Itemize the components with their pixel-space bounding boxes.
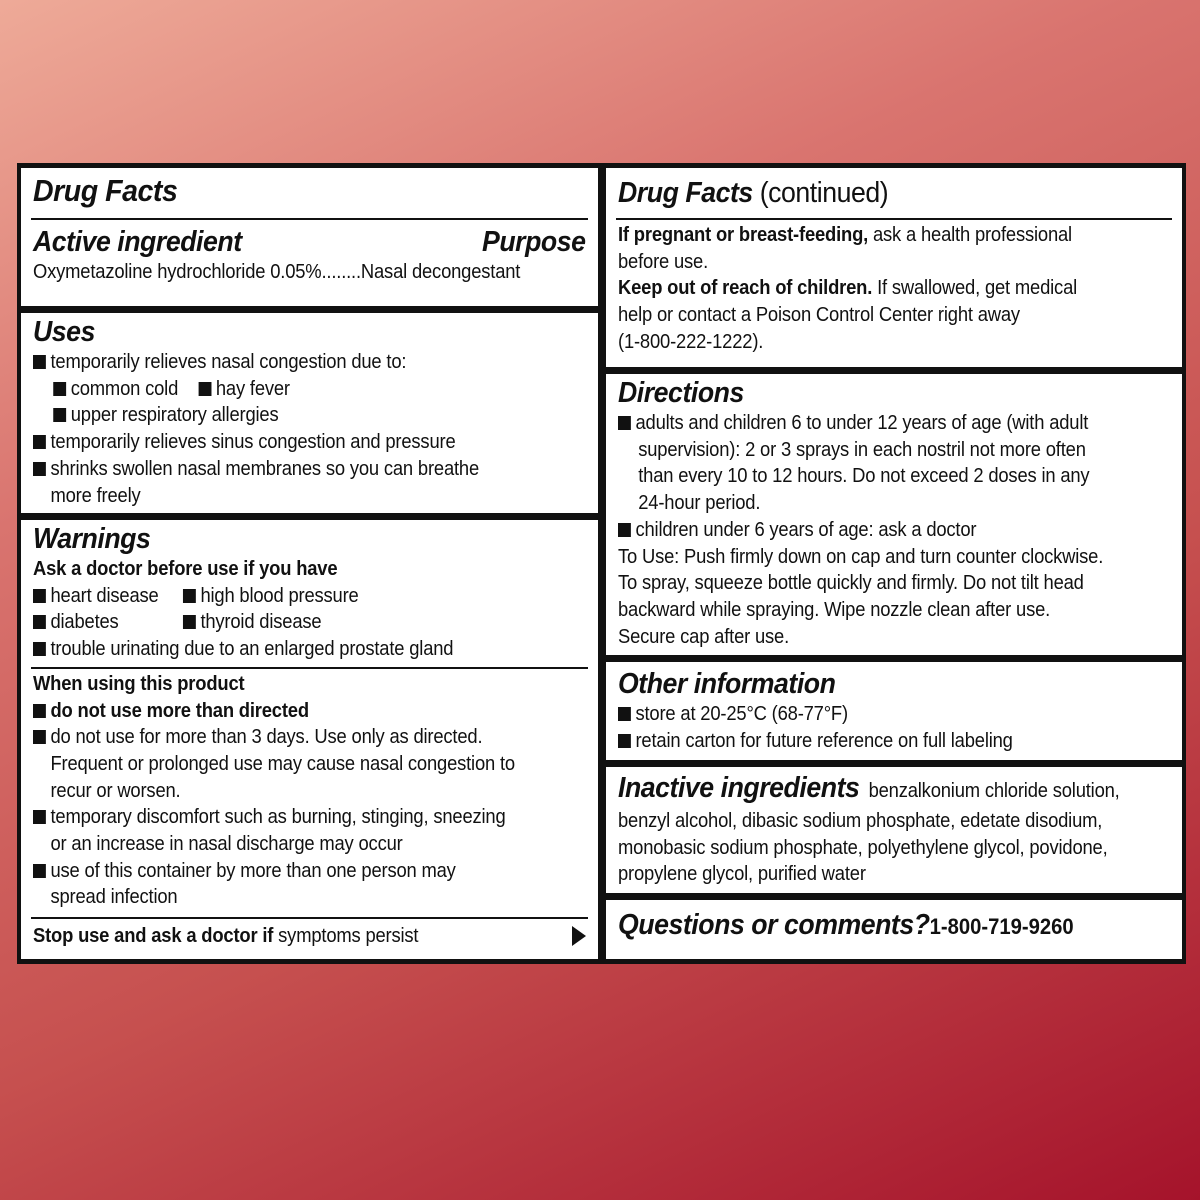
inactive-ingredients-box bbox=[606, 767, 1182, 893]
list-item-continued: spread infection bbox=[50, 886, 178, 909]
active-heading-row bbox=[33, 226, 586, 259]
bullet-icon bbox=[33, 615, 46, 629]
bullet-icon bbox=[33, 589, 46, 603]
questions-box bbox=[606, 900, 1182, 959]
bullet-icon bbox=[33, 864, 46, 878]
when-using-subheading: When using this product bbox=[33, 672, 245, 695]
poison-control-phone: (1-800-222-1222). bbox=[618, 330, 764, 353]
list-item: temporary discomfort such as burning, stinging, sneezing bbox=[33, 804, 542, 831]
list-item-continued: Frequent or prolonged use may cause nasal congestion to bbox=[50, 752, 515, 775]
divider bbox=[31, 917, 588, 919]
keep-out-warning-cont: help or contact a Poison Control Center right away bbox=[618, 304, 1020, 327]
right-panel bbox=[606, 168, 1182, 959]
pregnancy-box bbox=[606, 168, 1182, 367]
continue-arrow-icon bbox=[572, 926, 586, 946]
bullet-icon bbox=[198, 382, 211, 396]
bullet-icon bbox=[618, 416, 631, 430]
keep-out-warning: Keep out of reach of children. If swallowed, get medical bbox=[618, 277, 1078, 300]
uses-box bbox=[21, 313, 598, 513]
list-item: do not use for more than 3 days. Use only as directed. bbox=[33, 724, 542, 751]
uses-heading: Uses bbox=[33, 316, 95, 348]
list-item-continued: or an increase in nasal discharge may occur bbox=[50, 833, 403, 856]
bullet-icon bbox=[33, 704, 46, 718]
bullet-icon bbox=[33, 435, 46, 449]
divider bbox=[616, 218, 1172, 220]
bullet-icon bbox=[33, 642, 46, 656]
bullet-icon bbox=[53, 408, 66, 422]
list-item: adults and children 6 to under 12 years of age (with adult bbox=[618, 410, 1126, 437]
bullet-icon bbox=[33, 355, 46, 369]
list-item-continued: than every 10 to 12 hours. Do not exceed 2 doses in any bbox=[638, 465, 1090, 488]
list-item: upper respiratory allergies bbox=[33, 402, 542, 429]
bullet-icon bbox=[33, 810, 46, 824]
drug-facts-continued-title: Drug Facts (continued) bbox=[618, 177, 889, 209]
bullet-icon bbox=[618, 523, 631, 537]
list-item: store at 20-25°C (68-77°F) bbox=[618, 701, 1126, 728]
active-ingredient-heading: Active ingredient bbox=[33, 226, 242, 258]
list-item: shrinks swollen nasal membranes so you can breathe bbox=[33, 456, 542, 483]
bullet-icon bbox=[33, 730, 46, 744]
warnings-heading: Warnings bbox=[33, 523, 151, 555]
ask-doctor-subheading: Ask a doctor before use if you have bbox=[33, 558, 338, 580]
list-item-continued: 24-hour period. bbox=[638, 492, 761, 515]
divider bbox=[31, 667, 588, 669]
bullet-icon bbox=[33, 462, 46, 476]
questions-line: Questions or comments?1-800-719-9260 bbox=[618, 909, 1074, 941]
other-information-heading: Other information bbox=[618, 668, 836, 700]
directions-heading: Directions bbox=[618, 377, 744, 409]
usage-text: Secure cap after use. bbox=[618, 625, 790, 648]
inactive-ingredients-text: benzyl alcohol, dibasic sodium phosphate, edetate disodium, bbox=[618, 810, 1103, 832]
divider bbox=[31, 218, 588, 220]
usage-text: To spray, squeeze bottle quickly and firmly. Do not tilt head bbox=[618, 572, 1084, 595]
inactive-ingredients-text: propylene glycol, purified water bbox=[618, 863, 866, 886]
pregnancy-warning-cont: before use. bbox=[618, 250, 709, 273]
list-item: do not use more than directed bbox=[33, 698, 542, 725]
purpose-heading: Purpose bbox=[482, 226, 586, 258]
list-item: trouble urinating due to an enlarged prostate gland bbox=[33, 636, 542, 663]
drug-facts-title: Drug Facts bbox=[33, 173, 178, 208]
pregnancy-warning: If pregnant or breast-feeding, ask a health professional bbox=[618, 224, 1072, 246]
list-item-continued: supervision): 2 or 3 sprays in each nostril not more often bbox=[638, 438, 1086, 461]
list-item: retain carton for future reference on full labeling bbox=[618, 728, 1126, 755]
active-ingredient-box bbox=[21, 168, 598, 306]
bullet-icon bbox=[618, 707, 631, 721]
list-item-continued: recur or worsen. bbox=[50, 779, 181, 802]
list-item: heart disease high blood pressure bbox=[33, 583, 542, 610]
list-item: temporarily relieves nasal congestion due to: bbox=[33, 349, 542, 376]
other-information-box bbox=[606, 662, 1182, 760]
directions-box bbox=[606, 374, 1182, 655]
bullet-icon bbox=[183, 589, 196, 603]
drug-facts-label bbox=[17, 163, 1186, 964]
usage-text: To Use: Push firmly down on cap and turn counter clockwise. bbox=[618, 545, 1104, 568]
usage-text: backward while spraying. Wipe nozzle clean after use. bbox=[618, 598, 1051, 621]
warnings-box bbox=[21, 520, 598, 959]
bullet-icon bbox=[183, 615, 196, 629]
list-item-continued: more freely bbox=[50, 484, 141, 507]
inactive-heading-line: Inactive ingredients benzalkonium chloride solution, bbox=[618, 772, 1120, 804]
bullet-icon bbox=[53, 382, 66, 396]
list-item: children under 6 years of age: ask a doctor bbox=[618, 517, 1126, 544]
inactive-ingredients-text: monobasic sodium phosphate, polyethylene glycol, povidone, bbox=[618, 836, 1108, 859]
list-item: diabetes thyroid disease bbox=[33, 609, 542, 636]
bullet-icon bbox=[618, 734, 631, 748]
list-item: common cold hay fever bbox=[33, 376, 542, 403]
stop-use-row bbox=[33, 923, 586, 950]
list-item: temporarily relieves sinus congestion and pressure bbox=[33, 429, 542, 456]
active-ingredient-line: Oxymetazoline hydrochloride 0.05%........Nasal decongestant bbox=[33, 261, 521, 283]
left-panel bbox=[21, 168, 598, 959]
stop-use-text: Stop use and ask a doctor if symptoms persist bbox=[33, 925, 419, 948]
questions-phone: 1-800-719-9260 bbox=[929, 914, 1074, 939]
list-item: use of this container by more than one person may bbox=[33, 858, 542, 885]
